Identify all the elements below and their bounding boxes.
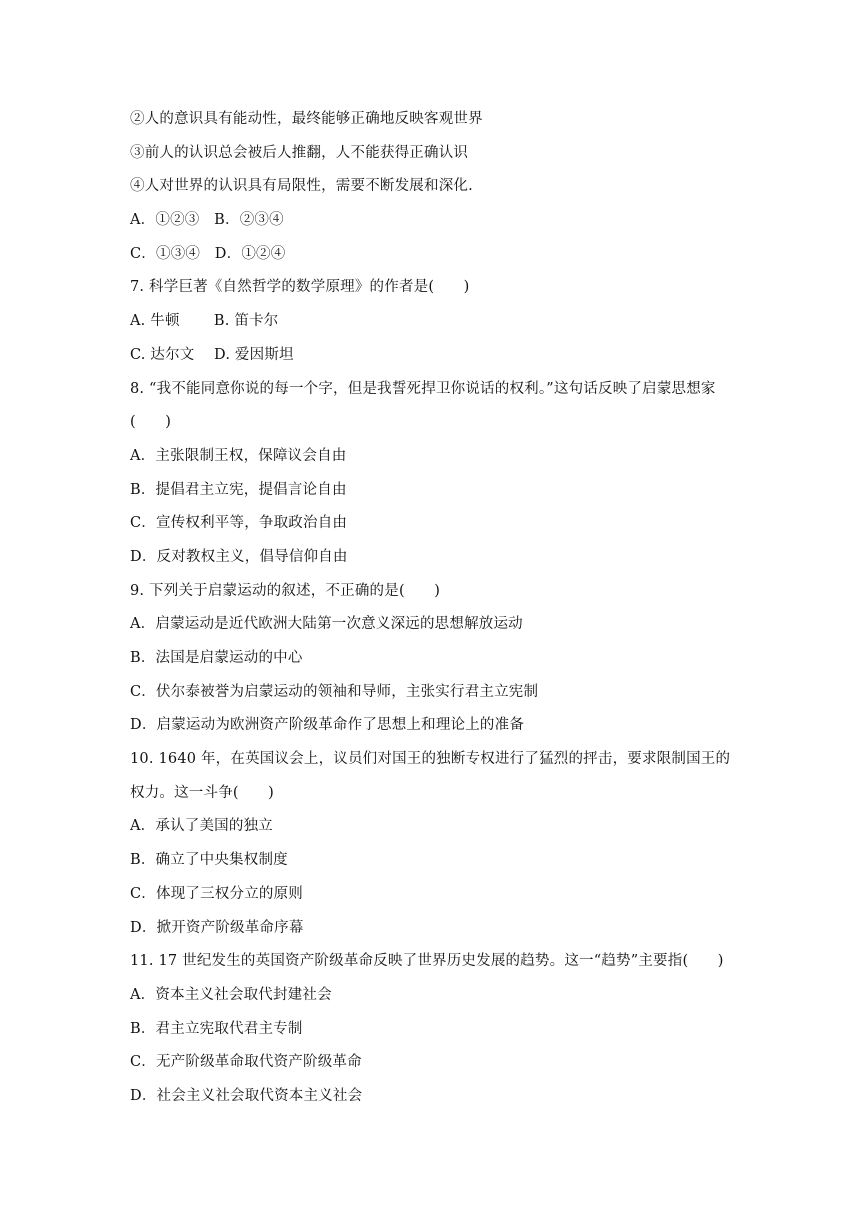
q8-stem-bracket: ( ) xyxy=(130,414,172,431)
q6-choices-cd: C．①③④ D．①②④ xyxy=(130,245,286,262)
statement-4: ④人对世界的认识具有局限性，需要不断发展和深化. xyxy=(130,178,473,195)
q9-option-a: A．启蒙运动是近代欧洲大陆第一次意义深远的思想解放运动 xyxy=(130,616,523,633)
statement-2: ②人的意识具有能动性，最终能够正确地反映客观世界 xyxy=(130,111,483,127)
q6-choices-ab: A．①②③ B．②③④ xyxy=(130,212,284,229)
question-10 xyxy=(130,743,750,945)
question-9 xyxy=(130,575,750,743)
document-page xyxy=(130,103,750,1114)
q9-option-c: C．伏尔泰被誉为启蒙运动的领袖和导师，主张实行君主立宪制 xyxy=(130,683,539,700)
q7-stem: 7. 科学巨著《自然哲学的数学原理》的作者是( ) xyxy=(130,279,470,296)
q11-option-a: A．资本主义社会取代封建社会 xyxy=(130,986,332,1003)
q8-option-d: D．反对教权主义，倡导信仰自由 xyxy=(130,548,348,565)
q9-stem: 9. 下列关于启蒙运动的叙述，不正确的是( ) xyxy=(130,582,441,599)
q10-option-d: D．掀开资产阶级革命序幕 xyxy=(130,919,304,936)
q11-option-b: B．君主立宪取代君主专制 xyxy=(130,1020,303,1037)
question-6-options-tail xyxy=(130,103,750,271)
q11-stem: 11. 17 世纪发生的英国资产阶级革命反映了世界历史发展的趋势。这一“趋势”主要指( ) xyxy=(130,953,724,970)
q10-option-a: A．承认了美国的独立 xyxy=(130,818,273,835)
q8-stem: 8. “我不能同意你说的每一个字，但是我誓死捍卫你说话的权利。”这句话反映了启蒙思想家 xyxy=(130,380,716,397)
q8-option-b: B．提倡君主立宪，提倡言论自由 xyxy=(130,481,347,498)
q10-option-c: C．体现了三权分立的原则 xyxy=(130,885,303,902)
q8-option-c: C．宣传权利平等，争取政治自由 xyxy=(130,515,348,532)
q9-option-b: B．法国是启蒙运动的中心 xyxy=(130,650,303,666)
q10-option-b: B．确立了中央集权制度 xyxy=(130,852,288,869)
q8-option-a: A．主张限制王权，保障议会自由 xyxy=(130,447,347,464)
q7-choices-ab: A. 牛顿 B. 笛卡尔 xyxy=(130,313,279,330)
q9-option-d: D．启蒙运动为欧洲资产阶级革命作了思想上和理论上的准备 xyxy=(130,717,525,734)
statement-3: ③前人的认识总会被后人推翻，人不能获得正确认识 xyxy=(130,144,469,161)
question-7 xyxy=(130,271,750,372)
question-8 xyxy=(130,373,750,575)
question-11 xyxy=(130,945,750,1113)
q7-choices-cd: C. 达尔文 D. 爱因斯坦 xyxy=(130,346,294,363)
q11-option-d: D．社会主义社会取代资本主义社会 xyxy=(130,1087,363,1104)
q10-stem: 10. 1640 年，在英国议会上，议员们对国王的独断专权进行了猛烈的抨击，要求限制国王的 xyxy=(130,751,731,768)
q10-stem-cont: 权力。这一斗争( ) xyxy=(130,784,275,801)
q11-option-c: C．无产阶级革命取代资产阶级革命 xyxy=(130,1054,362,1071)
